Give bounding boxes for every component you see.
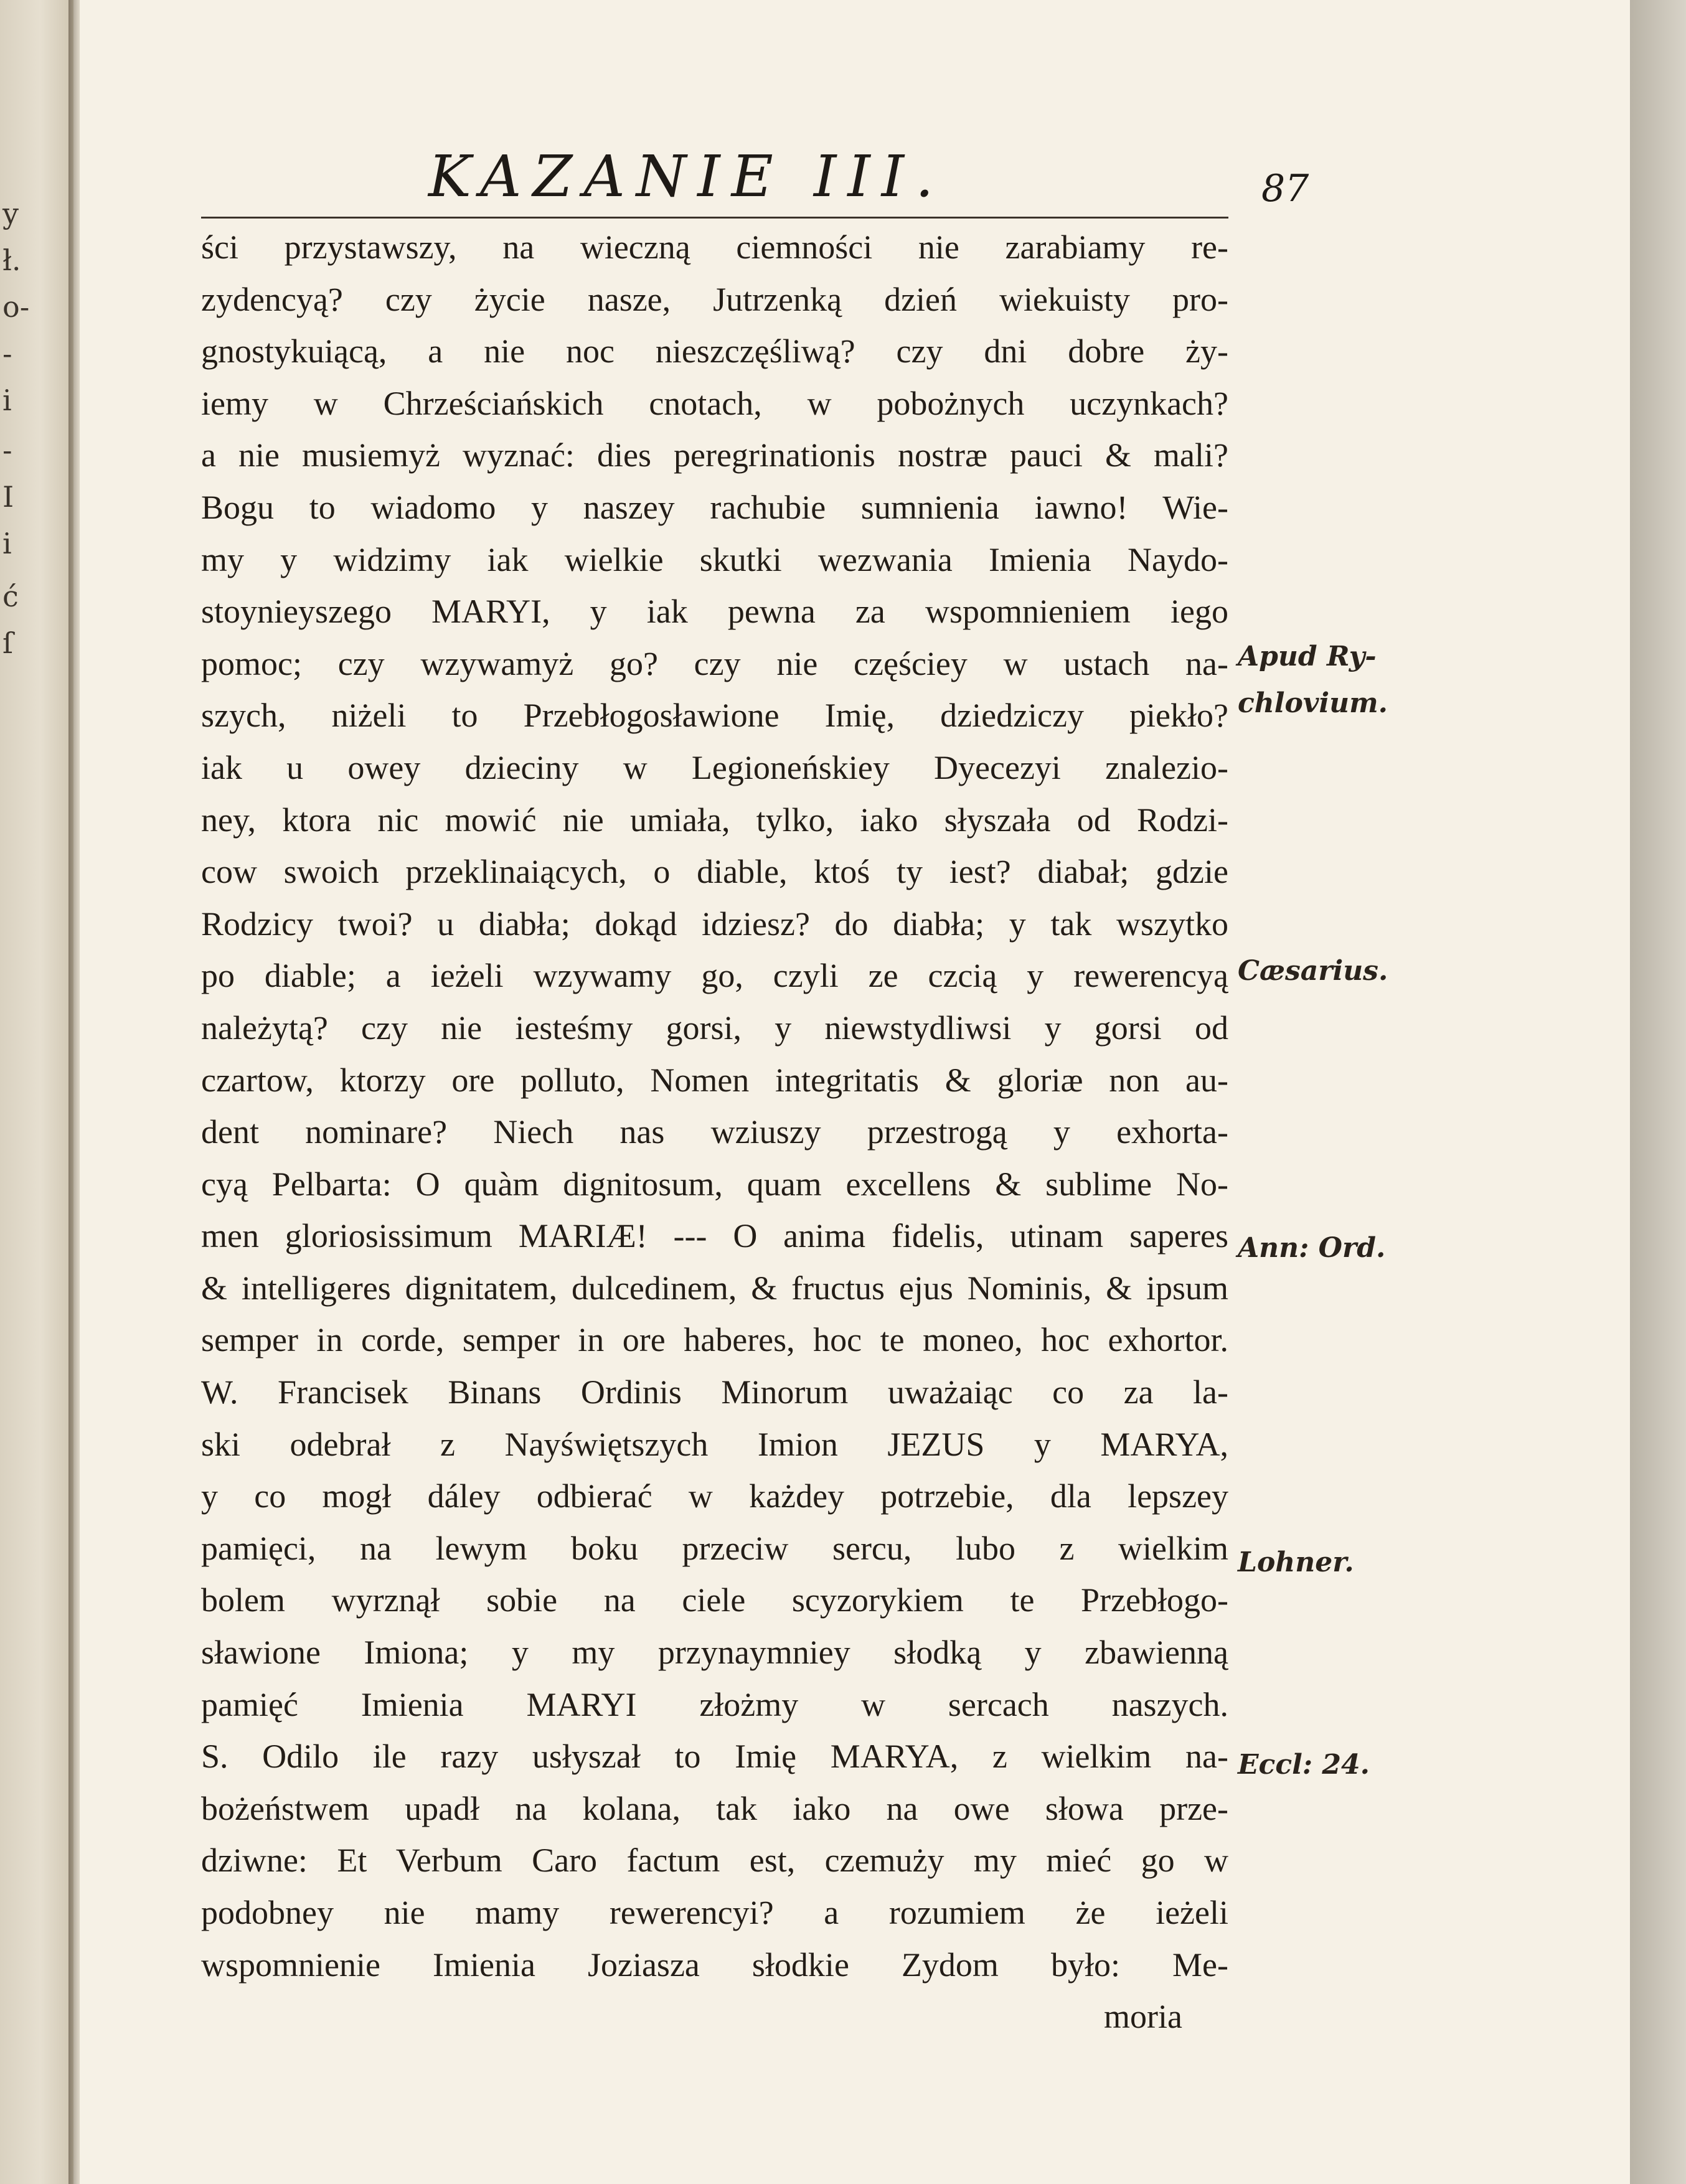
prev-page-fragment: - — [2, 337, 12, 370]
prev-page-fragment: ć — [2, 580, 19, 613]
margin-note: Cæsarius. — [1238, 955, 1388, 987]
text-line: Rodzicy twoi? u diabła; dokąd idziesz? do diabła; y tak wszytko — [201, 905, 1228, 943]
text-line: a nie musiemyż wyznać: dies peregrinationis nostræ pauci & mali? — [201, 436, 1228, 474]
catchword: moria — [1104, 1998, 1182, 2036]
text-line: szych, niżeli to Przebłogosławione Imię, dziedziczy piekło? — [201, 697, 1228, 735]
text-line: cyą Pelbarta: O quàm dignitosum, quam excellens & sublime No- — [201, 1165, 1228, 1203]
margin-note: Eccl: 24. — [1238, 1749, 1370, 1781]
text-line: zydencyą? czy życie nasze, Jutrzenką dzień wiekuisty pro- — [201, 280, 1228, 318]
prev-page-fragment: - — [2, 433, 12, 467]
prev-page-fragment: ſ — [2, 626, 14, 660]
text-line: bolem wyrznął sobie na ciele scyzorykiem te Przebłogo- — [201, 1581, 1228, 1619]
text-line: po diable; a ieżeli wzywamy go, czyli ze czcią y rewerencyą — [201, 957, 1228, 995]
text-line: dent nominare? Niech nas wziuszy przestrogą y exhorta- — [201, 1113, 1228, 1151]
body-text — [201, 222, 1228, 2043]
text-line: podobney nie mamy rewerencyi? a rozumiem że ieżeli — [201, 1894, 1228, 1931]
text-line: W. Francisek Binans Ordinis Minorum uważaiąc co za la- — [201, 1373, 1228, 1411]
text-line: ney, ktora nic mowić nie umiała, tylko, iako słyszała od Rodzi- — [201, 801, 1228, 839]
scan-background-edge — [1630, 0, 1686, 2184]
prev-page-fragment: y — [2, 197, 19, 230]
text-line: ski odebrał z Nayświętszych Imion JEZUS y MARYA, — [201, 1425, 1228, 1463]
text-line: wspomnienie Imienia Joziasza słodkie Zydom było: Me- — [201, 1946, 1228, 1984]
text-line: pamięć Imienia MARYI złożmy w sercach naszych. — [201, 1685, 1228, 1723]
text-line: y co mogł dáley odbierać w każdey potrzebie, dla lepszey — [201, 1477, 1228, 1515]
prev-page-fragment: i — [2, 527, 12, 560]
page-number: 87 — [1261, 167, 1309, 210]
text-line: my y widzimy iak wielkie skutki wezwania Imienia Naydo- — [201, 540, 1228, 578]
margin-note: Apud Ry- — [1238, 641, 1377, 672]
text-line: bożeństwem upadł na kolana, tak iako na owe słowa prze- — [201, 1789, 1228, 1827]
prev-page-fragment: o- — [2, 290, 30, 324]
text-line: semper in corde, semper in ore haberes, hoc te moneo, hoc exhortor. — [201, 1321, 1228, 1359]
text-line: Bogu to wiadomo y naszey rachubie sumnienia iawno! Wie- — [201, 488, 1228, 526]
text-line: & intelligeres dignitatem, dulcedinem, & fructus ejus Nominis, & ipsum — [201, 1269, 1228, 1307]
text-line: pamięci, na lewym boku przeciw sercu, lubo z wielkim — [201, 1529, 1228, 1567]
text-line: należytą? czy nie iesteśmy gorsi, y niewstydliwsi y gorsi od — [201, 1009, 1228, 1047]
margin-note: chlovium. — [1238, 687, 1388, 719]
text-line: iemy w Chrześciańskich cnotach, w pobożnych uczynkach? — [201, 384, 1228, 422]
text-line: cow swoich przeklinaiących, o diable, ktoś ty iest? diabał; gdzie — [201, 853, 1228, 891]
text-line: S. Odilo ile razy usłyszał to Imię MARYA, z wielkim na- — [201, 1738, 1228, 1776]
text-line: czartow, ktorzy ore polluto, Nomen integritatis & gloriæ non au- — [201, 1061, 1228, 1099]
text-line: men gloriosissimum MARIÆ! --- O anima fidelis, utinam saperes — [201, 1217, 1228, 1255]
prev-page-fragment: I — [2, 480, 14, 514]
running-head: KAZANIE III. — [428, 143, 945, 210]
margin-note: Ann: Ord. — [1238, 1232, 1386, 1264]
page-leaf — [80, 0, 1630, 2184]
text-line: pomoc; czy wzywamyż go? czy nie częściey w ustach na- — [201, 644, 1228, 682]
text-line: stoynieyszego MARYI, y iak pewna za wspomnieniem iego — [201, 593, 1228, 631]
text-line: ści przystawszy, na wieczną ciemności nie zarabiamy re- — [201, 228, 1228, 266]
text-line: gnostykuiącą, a nie noc nieszczęśliwą? czy dni dobre ży- — [201, 332, 1228, 370]
prev-page-fragment: i — [2, 384, 12, 417]
prev-page-fragment: ł. — [2, 243, 21, 277]
text-line: sławione Imiona; y my przynaymniey słodką y zbawienną — [201, 1634, 1228, 1672]
header-rule — [201, 217, 1228, 219]
previous-page-edge — [0, 0, 73, 2184]
text-line: dziwne: Et Verbum Caro factum est, czemuży my mieć go w — [201, 1842, 1228, 1880]
text-line: iak u owey dzieciny w Legioneńskiey Dyecezyi znalezio- — [201, 748, 1228, 786]
margin-note: Lohner. — [1238, 1546, 1354, 1578]
